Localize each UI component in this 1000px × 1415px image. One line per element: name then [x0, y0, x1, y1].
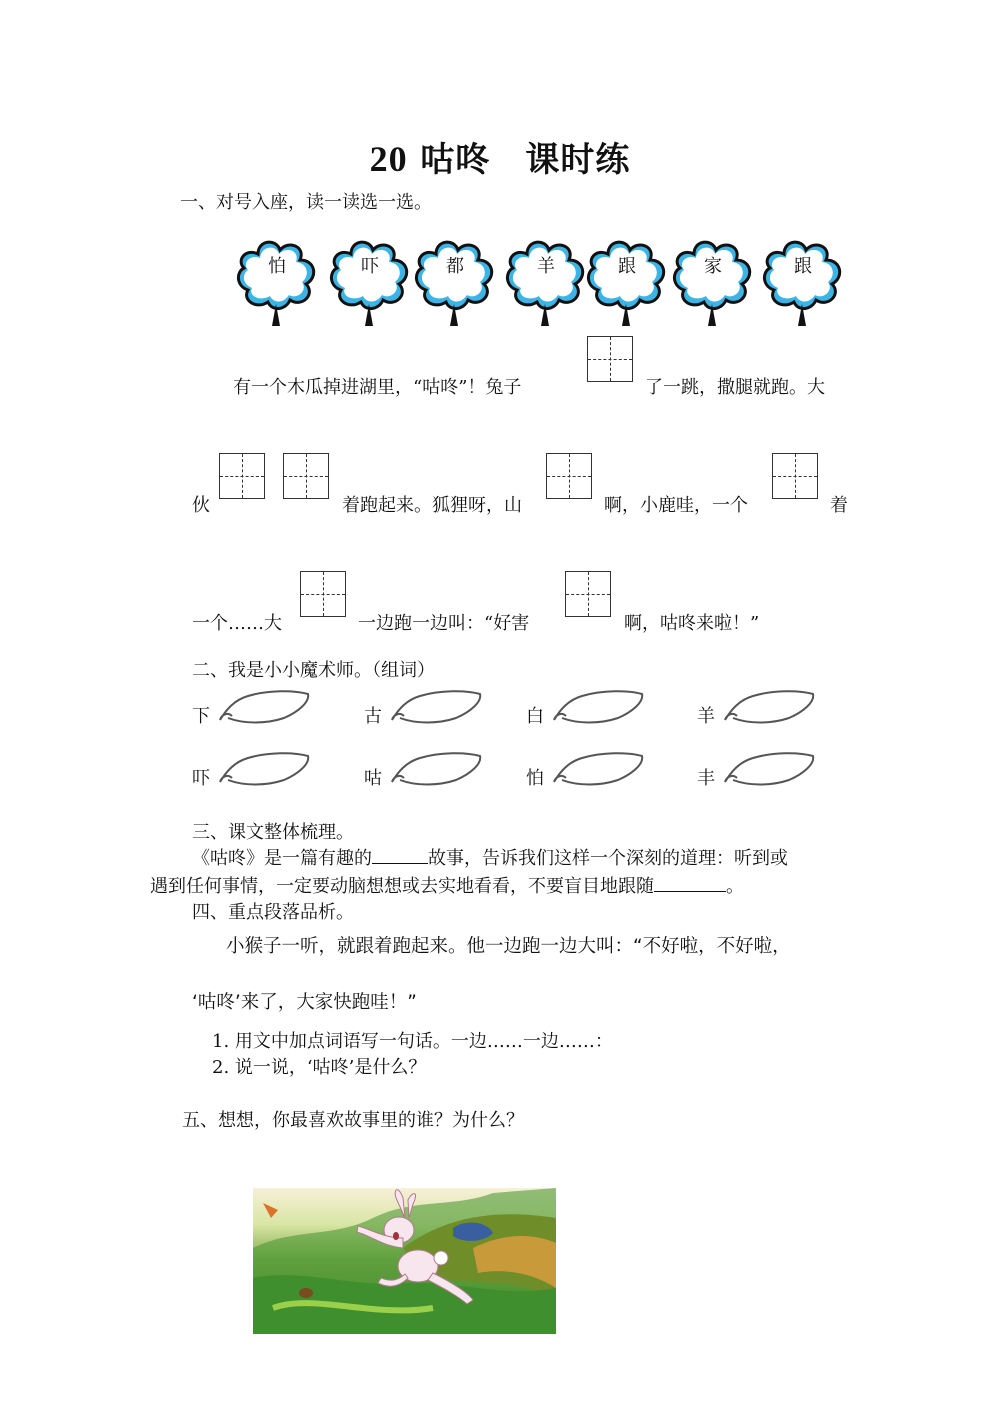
flower-card[interactable] [672, 238, 754, 330]
summary-line2 [150, 872, 744, 898]
leaf-char: 咕 [364, 768, 382, 789]
flower-char: 跟 [794, 256, 812, 277]
word-leaf[interactable] [192, 688, 322, 728]
passage-line1: 小猴子一听，就跟着跑起来。他一边跑一边大叫：“不好啦，不好啦， [226, 936, 791, 957]
summary-text: 《咕咚》是一篇有趣的 [192, 848, 372, 869]
story-line1-a: 有一个木瓜掉进湖里，“咕咚”！兔子 [233, 377, 522, 398]
answer-box[interactable] [546, 453, 592, 499]
flower-char: 吓 [361, 256, 379, 277]
page-title [0, 132, 1000, 181]
word-leaf[interactable] [364, 750, 494, 790]
word-leaf[interactable] [526, 750, 656, 790]
word-leaf[interactable] [364, 688, 494, 728]
summary-line1 [192, 844, 788, 870]
leaf-char: 丰 [697, 768, 715, 789]
word-leaf[interactable] [697, 688, 827, 728]
flower-card[interactable] [505, 238, 587, 330]
summary-text: 。 [726, 876, 744, 897]
flower-card[interactable] [329, 238, 411, 330]
answer-box[interactable] [283, 453, 329, 499]
rabbit-illustration [253, 1188, 556, 1334]
leaf-icon [214, 750, 314, 790]
fill-blank[interactable] [654, 875, 726, 892]
answer-box[interactable] [300, 571, 346, 617]
lesson-number: 20 [369, 139, 408, 179]
section2-heading: 二、我是小小魔术师。（组词） [192, 660, 435, 681]
story-line3-a: 一个……大 [192, 613, 282, 634]
word-leaf[interactable] [526, 688, 656, 728]
question-1: 1. 用文中加点词语写一句话。一边……一边……： [212, 1031, 613, 1052]
flower-card[interactable] [762, 238, 844, 330]
leaf-char: 白 [526, 706, 544, 727]
flower-char: 怕 [268, 256, 286, 277]
flower-char: 跟 [618, 256, 636, 277]
answer-box[interactable] [565, 571, 611, 617]
flower-char: 家 [704, 256, 722, 277]
fill-blank[interactable] [372, 847, 428, 864]
leaf-icon [548, 688, 648, 728]
summary-text: 故事，告诉我们这样一个深刻的道理：听到或 [428, 848, 788, 869]
leaf-char: 吓 [192, 768, 210, 789]
story-line2-b: 着跑起来。狐狸呀，山 [342, 495, 522, 516]
word-leaf[interactable] [697, 750, 827, 790]
leaf-icon [548, 750, 648, 790]
story-line2-a: 伙 [192, 495, 210, 516]
leaf-icon [214, 688, 314, 728]
flower-char: 都 [446, 256, 464, 277]
leaf-char: 羊 [697, 706, 715, 727]
flower-card[interactable] [586, 238, 668, 330]
leaf-char: 下 [192, 706, 210, 727]
section1-heading: 一、对号入座，读一读选一选。 [180, 192, 432, 213]
section3-heading: 三、课文整体梳理。 [192, 822, 354, 843]
flower-card[interactable] [236, 238, 318, 330]
question-2: 2. 说一说，‘咕咚’是什么？ [212, 1057, 427, 1078]
answer-box[interactable] [219, 453, 265, 499]
summary-text: 遇到任何事情，一定要动脑想想或去实地看看，不要盲目地跟随 [150, 876, 654, 897]
passage-line2: ‘咕咚’来了，大家快跑哇！” [192, 992, 417, 1013]
leaf-icon [386, 750, 486, 790]
story-line2-c: 啊，小鹿哇，一个 [604, 495, 748, 516]
story-line1-b: 了一跳，撒腿就跑。大 [645, 377, 825, 398]
story-line3-c: 啊，咕咚来啦！” [624, 613, 760, 634]
rabbit-running-image [253, 1188, 556, 1334]
leaf-icon [386, 688, 486, 728]
section4-heading: 四、重点段落品析。 [192, 902, 354, 923]
leaf-icon [719, 688, 819, 728]
leaf-icon [719, 750, 819, 790]
section5-heading: 五、想想，你最喜欢故事里的谁？为什么？ [182, 1110, 524, 1131]
answer-box[interactable] [587, 336, 633, 382]
story-line3-b: 一边跑一边叫：“好害 [358, 613, 530, 634]
lesson-title: 咕咚 课时练 [420, 140, 631, 180]
flower-card[interactable] [414, 238, 496, 330]
leaf-char: 怕 [526, 768, 544, 789]
flower-char: 羊 [537, 256, 555, 277]
answer-box[interactable] [772, 453, 818, 499]
story-line2-d: 着 [830, 495, 848, 516]
word-leaf[interactable] [192, 750, 322, 790]
leaf-char: 古 [364, 706, 382, 727]
